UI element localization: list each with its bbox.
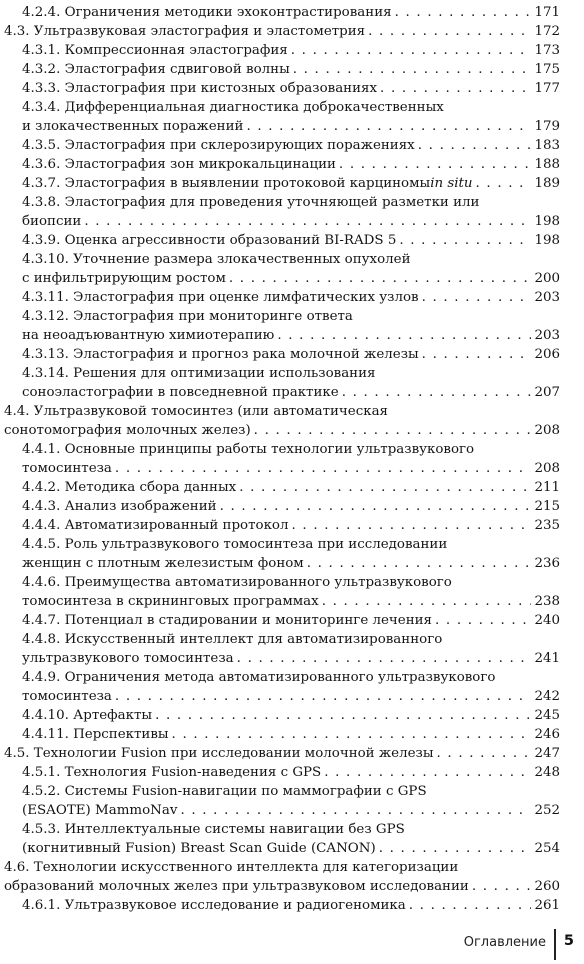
toc-entry [22,99,560,136]
toc-entry-title: женщин с плотным железистым фоном [22,555,304,571]
footer-section-label: Оглавление [463,935,546,950]
toc-entry-title: 4.4.1. Основные принципы работы технологии ультразвукового [22,442,475,457]
toc-page-number: 172 [534,24,560,39]
toc-page-number: 208 [534,422,560,438]
dot-leader [395,4,532,23]
toc-page-number: 183 [534,138,560,153]
dot-leader [293,61,532,80]
toc-entry-title: 4.2.4. Ограничения методики эхоконтрастирования [22,5,392,20]
dot-leader [115,460,532,479]
toc-entry [22,251,560,288]
toc-entry-line [22,821,560,840]
toc-entry-title: 4.3.3. Эластография при кистозных образованиях [22,81,378,96]
toc-entry-line [22,194,560,213]
toc-entry-line [22,897,560,916]
toc-entry-title: 4.4.3. Анализ изображений [22,499,217,514]
toc-entry-line [22,289,560,308]
dot-leader [399,232,531,251]
toc-entry-title: 4.3.2. Эластография сдвиговой волны [22,62,290,77]
toc-entry [22,783,560,820]
toc-entry [22,536,560,573]
toc-page-number: 206 [534,347,560,362]
toc-entry [4,859,560,896]
toc-entry [22,289,560,308]
toc-entry-line [22,384,560,403]
toc-page-number: 241 [534,650,560,666]
toc-entry [22,4,560,23]
dot-leader [229,270,532,289]
toc-entry-title: 4.3.7. Эластография в выявлении протоковой карциномы [22,176,431,191]
dot-leader [379,840,532,859]
toc-entry-line [22,669,560,688]
toc-entry-line [4,878,560,897]
toc-entry-line [22,764,560,783]
toc-entry-line [22,232,560,251]
dot-leader [291,42,532,61]
toc-entry-title: 4.4.10. Артефакты [22,708,153,723]
toc-entry-line [4,745,560,764]
dot-leader [254,422,532,441]
toc-entry-title: 4.3.13. Эластография и прогноз рака молочной железы [22,347,419,362]
dot-leader [435,612,531,631]
dot-leader [292,517,532,536]
toc-entry [22,194,560,231]
toc-entry [22,61,560,80]
toc-entry-title: 4.3.14. Решения для оптимизации использования [22,366,376,381]
toc-entry-title: 4.4.4. Автоматизированный протокол [22,518,289,533]
toc-entry [22,308,560,345]
dot-leader [246,118,531,137]
toc-entry-title: 4.4.2. Методика сбора данных [22,480,237,495]
toc-entry [4,745,560,764]
toc-entry-title: 4.3. Ультразвуковая эластография и эластометрия [4,24,366,39]
toc-entry-title: 4.4.11. Перспективы [22,727,169,742]
dot-leader [84,213,531,232]
toc-entry-title: 4.4.7. Потенциал в стадировании и мониторинге лечения [22,613,433,628]
toc-entry-line [22,536,560,555]
toc-page-number: 247 [534,746,560,761]
dot-leader [115,688,532,707]
toc-entry [22,156,560,175]
page-footer [384,926,584,960]
toc-entry-title: 4.4.8. Искусственный интеллект для автоматизированного [22,632,443,647]
footer-page-number: 5 [563,933,574,949]
dot-leader [472,878,532,897]
toc-entry-line [22,270,560,289]
toc-entry-title: 4.6. Технологии искусственного интеллекта для категоризации [4,860,459,875]
toc-entry-line [4,422,560,441]
dot-leader [368,23,531,42]
dot-leader [339,156,532,175]
toc-entry-line [22,175,560,194]
toc-entry-line [22,99,560,118]
toc-page-number: 245 [534,708,560,723]
toc-entry [22,726,560,745]
toc-entry [22,42,560,61]
toc-entry [4,403,560,440]
toc-entry [22,574,560,611]
dot-leader [237,650,532,669]
toc-entry [22,764,560,783]
toc-entry-line [22,460,560,479]
toc-entry-line [22,783,560,802]
toc-entry [22,669,560,706]
toc-entry-line [22,137,560,156]
toc-page-number: 235 [534,518,560,533]
toc-entry [22,707,560,726]
dot-leader [324,764,531,783]
toc-entry-line [22,802,560,821]
toc-entry-title: 4.3.9. Оценка агрессивности образований BI-RADS 5 [22,233,397,248]
toc-entry-title: ультразвукового томосинтеза [22,650,234,666]
toc-entry-line [22,498,560,517]
toc-entry [22,498,560,517]
toc-entry-line [22,555,560,574]
toc-entry-line [22,308,560,327]
toc-entry-title: 4.5.3. Интеллектуальные системы навигации без GPS [22,822,405,837]
toc-entry-title: 4.4. Ультразвуковой томосинтез (или автоматическая [4,404,389,419]
toc-entry-title: с инфильтрирующим ростом [22,270,226,286]
toc-page-number: 252 [534,802,560,818]
toc-entry-line [22,61,560,80]
dot-leader [409,897,532,916]
toc-entry-title: сонотомография молочных желез) [4,422,251,438]
toc-entry-line [22,156,560,175]
toc-entry-title: образований молочных желез при ультразвуковом исследовании [4,878,469,894]
toc-entry-line [22,574,560,593]
toc-entry-title: 4.3.12. Эластография при мониторинге ответа [22,309,353,324]
toc-entry-title: (когнитивный Fusion) Breast Scan Guide (CANON) [22,840,376,856]
toc-page-number: 240 [534,613,560,628]
toc-page-number: 260 [534,878,560,894]
toc-entry-line [22,593,560,612]
toc-entry-line [22,441,560,460]
dot-leader [220,498,532,517]
toc-entry-title: 4.4.5. Роль ультразвукового томосинтеза при исследовании [22,537,448,552]
toc-entry-line [22,840,560,859]
dot-leader [342,384,532,403]
dot-leader [322,593,532,612]
toc-entry [22,612,560,631]
toc-entry-line [22,42,560,61]
toc-page-number: 203 [534,327,560,343]
toc-entry-title: на неоадъювантную химиотерапию [22,327,275,343]
toc-entry-line [4,859,560,878]
toc-page-number: 198 [534,233,560,248]
dot-leader [437,745,532,764]
dot-leader [155,707,531,726]
toc-entry-title: 4.5.2. Системы Fusion-навигации по маммографии с GPS [22,784,427,799]
toc-entry [22,232,560,251]
toc-entry-title: биопсии [22,213,82,229]
toc-entry-title: (ESAOTE) MammoNav [22,802,178,818]
toc-entry-line [22,251,560,270]
toc-page-number: 215 [534,499,560,514]
toc-entry [22,631,560,668]
dot-leader [418,137,532,156]
toc-entry-title: соноэластографии в повседневной практике [22,384,339,400]
dot-leader [307,555,532,574]
toc-entry [22,365,560,402]
toc-entry-line [22,688,560,707]
toc-entry-line [4,23,560,42]
toc-page-number: 198 [534,213,560,229]
toc-entry [4,23,560,42]
toc-page-number: 188 [534,157,560,172]
toc-entry-line [22,517,560,536]
toc-page-number: 246 [534,727,560,742]
toc-page-number: 207 [534,384,560,400]
toc-entry-title: 4.5. Технологии Fusion при исследовании молочной железы [4,746,434,761]
dot-leader [172,726,532,745]
toc-entry-title: 4.3.6. Эластография зон микрокальцинации [22,157,336,172]
toc-page-number: 211 [534,480,560,495]
dot-leader [180,802,531,821]
toc-entry-line [4,403,560,422]
toc-entry-title: томосинтеза [22,688,112,704]
toc-page-number: 179 [534,118,560,134]
toc-entry [22,441,560,478]
toc-page-number: 254 [534,840,560,856]
toc-entry-line [22,213,560,232]
toc-entry-line [22,327,560,346]
toc-entry-line [22,346,560,365]
toc-entry [22,821,560,858]
toc-entry-title: 4.3.10. Уточнение размера злокачественных опухолей [22,252,411,267]
toc-entry-line [22,80,560,99]
toc-page-number: 189 [534,176,560,191]
toc-entry [22,137,560,156]
toc-entry-title: и злокачественных поражений [22,118,244,134]
toc-entry-line [22,631,560,650]
toc-entry [22,897,560,916]
toc-entry [22,175,560,194]
footer-divider [554,929,556,960]
toc-entry-title: 4.6.1. Ультразвуковое исследование и радиогеномика [22,898,406,913]
toc-entry-line [22,479,560,498]
dot-leader [380,80,531,99]
dot-leader [239,479,531,498]
toc-entry-title: томосинтеза в скрининговых программах [22,593,319,609]
toc-entry [22,346,560,365]
toc-page-number: 238 [534,593,560,609]
toc-entry-line [22,726,560,745]
toc-entry-title: 4.4.6. Преимущества автоматизированного ультразвукового [22,575,452,590]
toc-page-number: 171 [534,5,560,20]
toc-entry-title: 4.3.4. Дифференциальная диагностика доброкачественных [22,100,444,115]
toc-entry-title: 4.3.8. Эластография для проведения уточняющей разметки или [22,195,480,210]
toc-page-number: 242 [534,688,560,704]
toc-entry [22,517,560,536]
dot-leader [422,289,532,308]
toc-entry-title: 4.4.9. Ограничения метода автоматизированного ультразвукового [22,670,496,685]
toc-entry-title: 4.5.1. Технология Fusion-наведения с GPS [22,765,322,780]
toc-entry [22,479,560,498]
dot-leader [476,175,532,194]
toc-page-number: 177 [534,81,560,96]
toc-entry-title: 4.3.5. Эластография при склерозирующих поражениях [22,138,415,153]
toc-entry-title: 4.3.1. Компрессионная эластография [22,43,288,58]
toc-page-number: 208 [534,460,560,476]
toc-entry-line [22,118,560,137]
toc-page-number: 200 [534,270,560,286]
toc-entry [22,80,560,99]
toc-page-number: 175 [534,62,560,77]
toc-page-number: 248 [534,765,560,780]
dot-leader [277,327,531,346]
dot-leader [422,346,532,365]
toc-page-number: 203 [534,290,560,305]
toc-entry-title: 4.3.11. Эластография при оценке лимфатических узлов [22,290,419,305]
toc-entry-line [22,707,560,726]
toc-entry-line [22,612,560,631]
toc-entry-line [22,365,560,384]
toc-entry-line [22,650,560,669]
toc-page-number: 236 [534,555,560,571]
toc-entry-line [22,4,560,23]
toc-entry-italic: in situ [430,176,473,191]
toc-page-number: 173 [534,43,560,58]
toc-page-number: 261 [534,898,560,913]
toc-entry-title: томосинтеза [22,460,112,476]
